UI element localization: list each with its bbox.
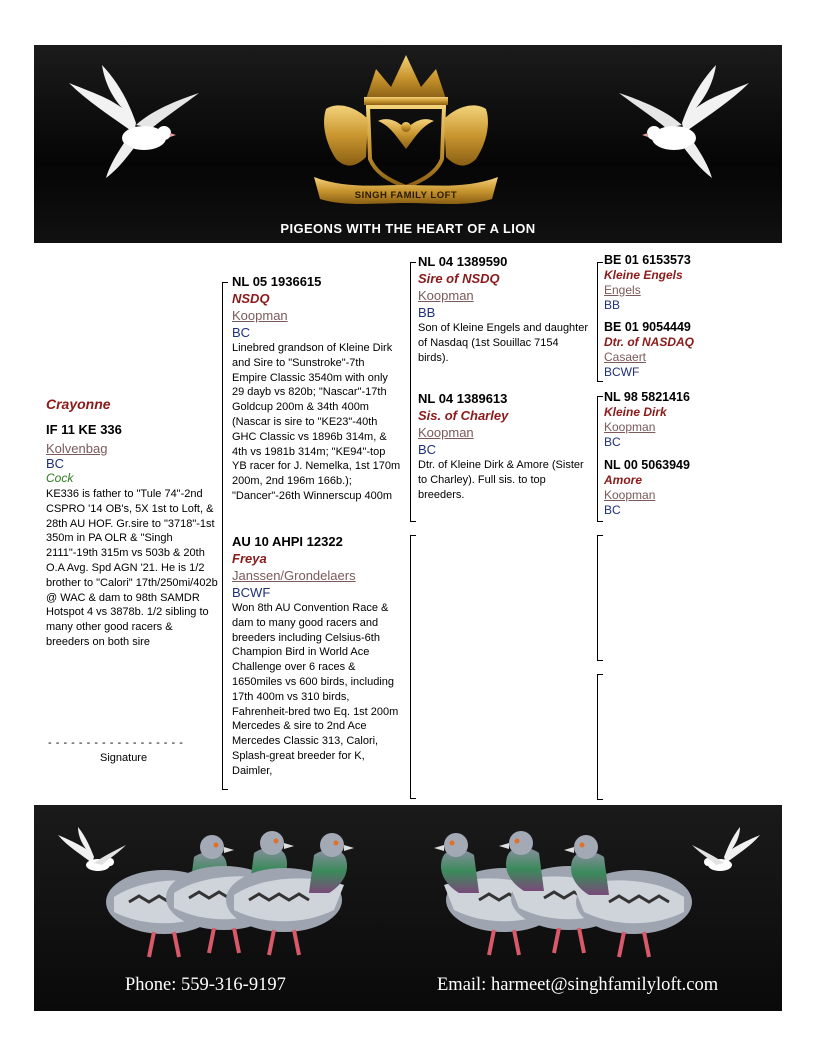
breeder-name: Koopman [604, 488, 656, 502]
sire-bird [232, 274, 402, 504]
bracket-line [597, 674, 598, 800]
header-banner [34, 45, 782, 243]
ss-dam-bird [604, 320, 774, 380]
bracket-line [597, 396, 603, 397]
bird-notes: KE336 is father to "Tule 74"-2nd CSPRO '14 OB's, 5X 1st to Loft, & 28th AU HOF. Gr.sire to "3718"-1st 350m in PA OLR & "Singh 2111"-19th 315m vs 503b & 20th O.A Avg. Spd AGN '21. He is 1/2 brother to "Calori" 17th/250mi/402b @ WAC & dam to 98th SAMDR Hotspot 4 vs 3878b. 1/2 sibling to many other good racers & breeders on both sire [46, 488, 218, 648]
bracket-line [597, 535, 603, 536]
bracket-line [597, 535, 598, 661]
bird-name: Kleine Dirk [604, 405, 667, 419]
bird-name: Kleine Engels [604, 268, 683, 282]
bird-notes: Linebred grandson of Kleine Dirk and Sire to "Sunstroke"-7th Empire Classic 3540m with only 29 dayb vs 820b; "Nascar"-17th Goldcup 200m & 34th 400m (Nascar is sire to "KE23"-40th GHC Classic vs 1896b 314m, & 4th vs 1981b 314m; "KE94"-top YB racer for J. Nemelka, 1st 170m 200m, 2nd 196m 166b.); "Dancer"-26th Winnerscup 400m [232, 342, 401, 502]
phone-text: Phone: 559-316-9197 [125, 975, 286, 995]
bird-name: NSDQ [232, 291, 270, 306]
email-text: Email: harmeet@singhfamilyloft.com [437, 975, 719, 995]
bird-name: Dtr. of NASDAQ [604, 335, 694, 349]
ring-number: BE 01 6153573 [604, 253, 691, 267]
bracket-line [410, 262, 416, 263]
crest-logo [306, 49, 506, 217]
bird-name: Amore [604, 473, 643, 487]
ring-number: NL 04 1389613 [418, 391, 508, 406]
bracket-line [410, 262, 411, 522]
ring-number: BE 01 9054449 [604, 320, 691, 334]
sd-sire-bird [604, 390, 774, 450]
bird-name: Sis. of Charley [418, 408, 509, 423]
breeder-name: Casaert [604, 350, 647, 364]
dove-icon [614, 63, 754, 183]
breeder-name: Koopman [232, 308, 288, 323]
bracket-line [597, 262, 603, 263]
bracket-line [597, 521, 603, 522]
bracket-line [222, 789, 228, 790]
breeder-name: Kolvenbag [46, 441, 108, 456]
banner-text: SINGH FAMILY LOFT [354, 190, 458, 201]
bracket-line [410, 535, 411, 799]
bird-name: Sire of NSDQ [418, 271, 500, 286]
ring-number: NL 05 1936615 [232, 274, 322, 289]
bracket-line [597, 660, 603, 661]
sire-sire-bird [418, 254, 590, 365]
dove-icon [64, 63, 204, 183]
subject-bird [46, 397, 218, 650]
bird-color: BB [604, 298, 621, 312]
breeder-name: Koopman [418, 425, 474, 440]
bird-color: BC [46, 456, 65, 471]
bird-notes: Won 8th AU Convention Race & dam to many good racers and breeders including Celsius-6th Champion Bird in World Ace Challenge over 6 races & 1650miles vs 600 birds, including 17th 400m vs 310 birds, Fahrenheit-bred two Eq. 1st 200m Mercedes & sire to 2nd Ace Mercedes Classic 313, Calori, Splash-great breeder for K, Daimler, [232, 602, 399, 777]
breeder-name: Janssen/Grondelaers [232, 568, 356, 583]
bracket-line [597, 799, 603, 800]
dam-bird [232, 534, 402, 779]
tagline: PIGEONS WITH THE HEART OF A LION [280, 221, 536, 236]
bracket-line [597, 674, 603, 675]
ring-number: NL 00 5063949 [604, 458, 690, 472]
pigeons-illustration [94, 813, 724, 963]
bracket-line [222, 282, 223, 790]
ring-number: NL 04 1389590 [418, 254, 508, 269]
footer-banner [34, 805, 782, 1011]
bird-sex: Cock [46, 471, 74, 485]
ring-number: AU 10 AHPI 12322 [232, 534, 343, 549]
bird-name: Freya [232, 551, 267, 566]
breeder-name: Koopman [418, 288, 474, 303]
bird-color: BCWF [604, 365, 640, 379]
ss-sire-bird [604, 253, 774, 313]
bird-color: BB [418, 305, 436, 320]
bird-color: BC [604, 435, 621, 449]
bird-color: BC [418, 442, 437, 457]
sire-dam-bird [418, 391, 590, 502]
ring-number: NL 98 5821416 [604, 390, 690, 404]
bird-color: BC [232, 325, 251, 340]
ring-number: IF 11 KE 336 [46, 422, 122, 437]
bird-color: BC [604, 503, 621, 517]
bracket-line [410, 535, 416, 536]
bracket-line [410, 798, 416, 799]
sd-dam-bird [604, 458, 774, 518]
breeder-name: Engels [604, 283, 641, 297]
bird-color: BCWF [232, 585, 271, 600]
signature-line: - - - - - - - - - - - - - - - - - - [48, 737, 184, 749]
bird-notes: Dtr. of Kleine Dirk & Amore (Sister to Charley). Full sis. to top breeders. [418, 459, 584, 501]
breeder-name: Koopman [604, 420, 656, 434]
bracket-line [410, 521, 416, 522]
bird-notes: Son of Kleine Engels and daughter of Nasdaq (1st Souillac 7154 birds). [418, 322, 589, 364]
bracket-line [597, 262, 598, 382]
signature-label: Signature [100, 752, 148, 764]
bracket-line [597, 381, 603, 382]
bird-name: Crayonne [46, 396, 111, 412]
bracket-line [597, 396, 598, 522]
bracket-line [222, 282, 228, 283]
